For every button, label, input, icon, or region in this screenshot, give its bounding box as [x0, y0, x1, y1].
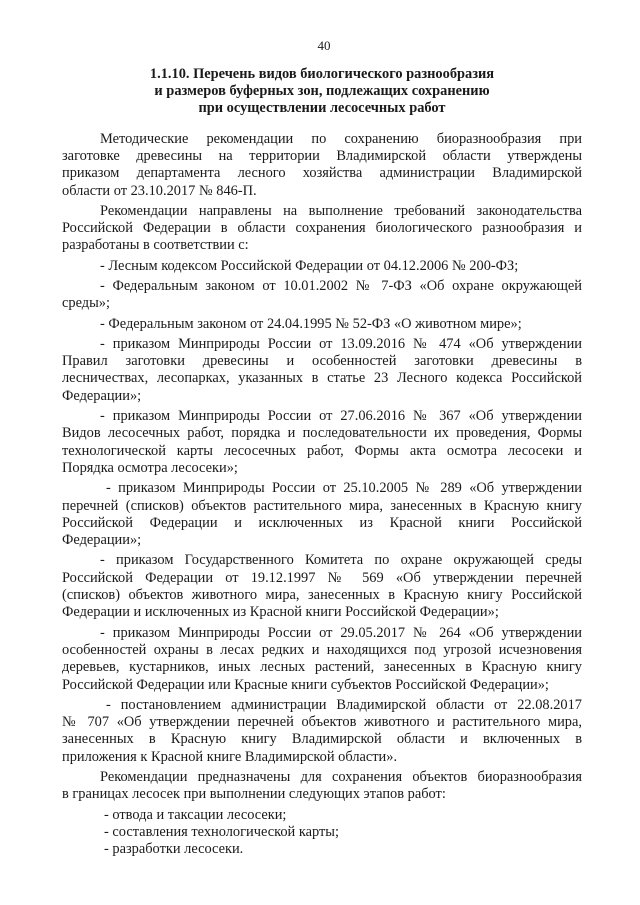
paragraph — [62, 625, 582, 694]
paragraph — [62, 131, 582, 200]
paragraph-line: технологической карты лесосечных работ, Формы акта осмотра лесосеки и — [62, 442, 582, 459]
paragraph — [62, 258, 582, 275]
paragraph-line: среды»; — [62, 295, 110, 312]
page-number: 40 — [317, 38, 331, 53]
list-item: - отвода и таксации лесосеки; — [104, 806, 287, 823]
paragraph-line: заготовке древесины на территории Владимирской области утверждены — [62, 147, 582, 164]
paragraph-line: № 707 «Об утверждении перечней объектов животного и растительного мира, — [62, 714, 582, 731]
paragraph-line: в границах лесосек при выполнении следующих этапов работ: — [62, 786, 446, 803]
section-heading — [62, 66, 582, 118]
paragraph-line: приказом департамента лесного хозяйства администрации Владимирской — [62, 165, 582, 182]
paragraph — [62, 203, 582, 255]
paragraph-line: (списков) объектов животного мира, занесенных в Красную книгу Российской — [62, 587, 582, 604]
paragraph-line: - приказом Минприроды России от 27.06.2016 № 367 «Об утверждении — [100, 408, 582, 425]
paragraph-line: - Лесным кодексом Российской Федерации от 04.12.2006 № 200-ФЗ; — [100, 257, 519, 274]
paragraph-line: Российской Федерации от 19.12.1997 № 569 «Об утверждении перечней — [62, 569, 582, 586]
paragraph-line: - постановлением администрации Владимирской области от 22.08.2017 — [106, 696, 582, 713]
paragraph — [62, 480, 582, 549]
paragraph — [62, 552, 582, 621]
paragraph-line: особенностей охраны в лесах редких и находящихся под угрозой исчезновения — [62, 641, 582, 658]
paragraph-line: занесенных в Красную книгу Владимирской области и включенных в — [62, 731, 582, 748]
paragraph-line: - приказом Минприроды России от 29.05.2017 № 264 «Об утверждении — [100, 624, 582, 641]
paragraph — [62, 316, 582, 333]
paragraph-line: разработаны в соответствии с: — [62, 237, 249, 254]
stage-list — [62, 807, 582, 859]
heading-line: и размеров буферных зон, подлежащих сохранению — [154, 83, 490, 100]
body-text — [62, 131, 582, 804]
paragraph-line: Правил заготовки древесины и особенностей заготовки древесины в — [62, 353, 582, 370]
list-item: - разработки лесосеки. — [104, 841, 244, 858]
paragraph-line: Порядка осмотра лесосеки»; — [62, 459, 238, 476]
paragraph-line: - приказом Минприроды России от 13.09.2016 № 474 «Об утверждении — [100, 335, 582, 352]
paragraph — [62, 278, 582, 313]
paragraph-line: лесничествах, лесопарках, указанных в статье 23 Лесного кодекса Российской — [62, 370, 582, 387]
paragraph-line: Рекомендации направлены на выполнение требований законодательства — [100, 202, 582, 219]
paragraph-line: Российской Федерации и исключенных из Красной книги Российской — [62, 514, 582, 531]
list-item: - составления технологической карты; — [104, 823, 339, 840]
paragraph — [62, 769, 582, 804]
paragraph-line: приложения к Красной книге Владимирской области». — [62, 748, 398, 765]
paragraph — [62, 697, 582, 766]
paragraph-line: перечней (списков) объектов растительного мира, занесенных в Красную книгу — [62, 497, 582, 514]
paragraph-line: Рекомендации предназначены для сохранения объектов биоразнообразия — [100, 769, 582, 785]
heading-line: 1.1.10. Перечень видов биологического разнообразия — [149, 66, 495, 82]
paragraph-line: Федерации»; — [62, 532, 142, 549]
paragraph-line: - приказом Государственного Комитета по охране окружающей среды — [100, 552, 582, 569]
paragraph-line: Видов лесосечных работ, порядка и последовательности их проведения, Формы — [62, 425, 582, 442]
paragraph — [62, 408, 582, 477]
paragraph-line: Российской Федерации в области сохранения биологического разнообразия и — [62, 220, 582, 237]
paragraph-line: - приказом Минприроды России от 25.10.2005 № 289 «Об утверждении — [106, 480, 582, 497]
paragraph-line: - Федеральным законом от 10.01.2002 № 7-ФЗ «Об охране окружающей — [100, 277, 582, 294]
paragraph — [62, 336, 582, 405]
paragraph-line: - Федеральным законом от 24.04.1995 № 52-ФЗ «О животном мире»; — [100, 315, 522, 332]
paragraph-line: области от 23.10.2017 № 846-П. — [62, 182, 257, 199]
paragraph-line: Федерации и исключенных из Красной книги Российской Федерации»; — [62, 604, 499, 621]
paragraph-line: деревьев, кустарников, иных лесных растений, занесенных в Красную книгу — [62, 659, 582, 676]
heading-line: при осуществлении лесосечных работ — [198, 100, 446, 117]
paragraph-line: Российской Федерации или Красные книги субъектов Российской Федерации»; — [62, 676, 549, 693]
paragraph-line: Методические рекомендации по сохранению биоразнообразия при — [100, 130, 582, 147]
paragraph-line: Федерации»; — [62, 387, 142, 404]
